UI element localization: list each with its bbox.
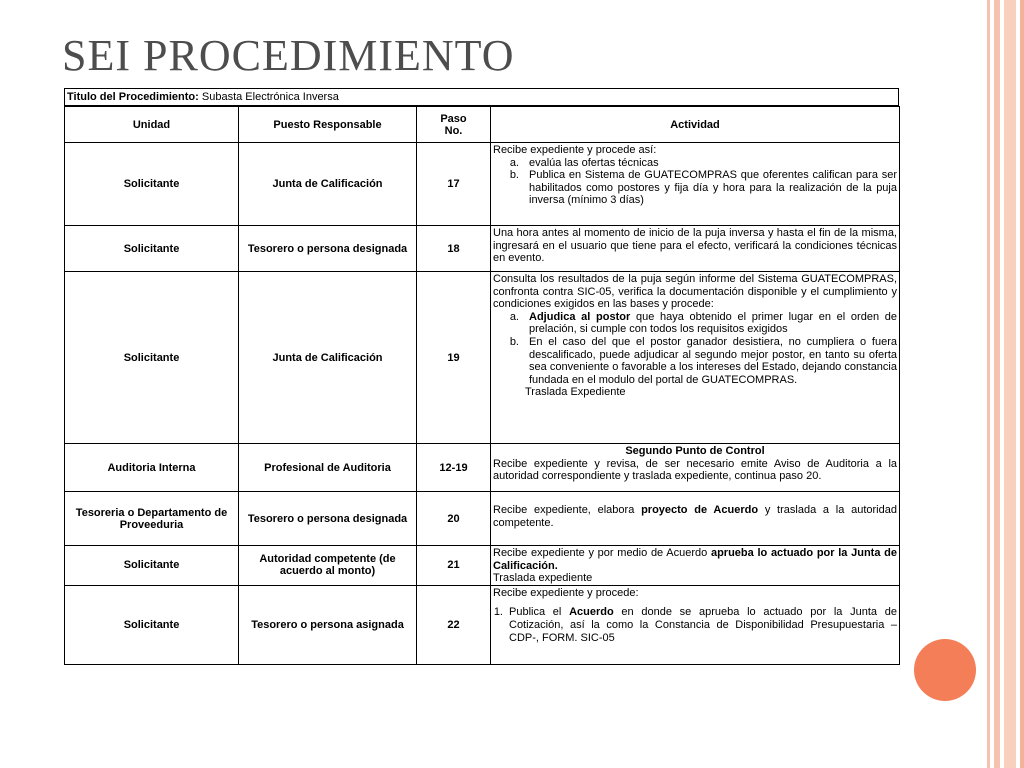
activity-text: y traslada a la autoridad competente. bbox=[493, 504, 897, 529]
table-row bbox=[65, 143, 900, 226]
header-actividad: Actividad bbox=[491, 107, 900, 143]
cell-paso: 18 bbox=[417, 226, 491, 272]
table-row bbox=[65, 585, 900, 664]
item-text: evalúa las ofertas técnicas bbox=[529, 156, 659, 169]
rail-line bbox=[987, 0, 990, 768]
slide-title: SEI PROCEDIMIENTO bbox=[62, 31, 515, 80]
cell-paso: 20 bbox=[417, 492, 491, 546]
cell-actividad bbox=[491, 143, 900, 226]
activity-text: Recibe expediente, elabora bbox=[493, 504, 635, 516]
rail-line bbox=[1020, 0, 1024, 768]
cell-puesto: Tesorero o persona designada bbox=[239, 226, 417, 272]
cell-actividad bbox=[491, 272, 900, 444]
activity-text: Recibe expediente y revisa, de ser necesario emite Aviso de Auditoria a la autoridad correspondiente y traslada expediente, continua paso 20. bbox=[493, 457, 897, 483]
cell-puesto: Junta de Calificación bbox=[239, 272, 417, 444]
cell-unidad: Auditoria Interna bbox=[65, 444, 239, 492]
activity-item bbox=[493, 606, 897, 644]
item-bold-text: Acuerdo bbox=[569, 606, 614, 619]
procedure-table bbox=[64, 106, 900, 665]
cell-actividad: Una hora antes al momento de inicio de la puja inversa y hasta el fin de la misma, ingresará en el usuario que tiene para el efecto, verificará la condiciones técnicas en evento. bbox=[491, 226, 900, 272]
header-puesto: Puesto Responsable bbox=[239, 107, 417, 143]
procedure-title-bar bbox=[64, 88, 899, 106]
cell-unidad: Solicitante bbox=[65, 585, 239, 664]
activity-bold-text: aprueba lo actuado por la Junta de Calificación. bbox=[493, 547, 898, 572]
cell-puesto: Tesorero o persona designada bbox=[239, 492, 417, 546]
cell-puesto: Profesional de Auditoria bbox=[239, 444, 417, 492]
activity-outro: Traslada expediente bbox=[493, 572, 593, 585]
table-row bbox=[65, 226, 900, 272]
cell-puesto: Autoridad competente (de acuerdo al monto) bbox=[239, 546, 417, 586]
table-header-row bbox=[65, 107, 900, 143]
item-text: En el caso del que el postor ganador desistiera, no cumpliera o fuera descalificado, puede adjudicar al segundo mejor postor, en tanto su oferta sea conveniente o favorable a los intereses del Estado, dejando constancia fundada en el modulo del portal de GUATECOMPRAS. bbox=[529, 335, 897, 386]
cell-actividad bbox=[491, 444, 900, 492]
item-marker: a. bbox=[509, 310, 519, 323]
procedure-document bbox=[64, 88, 899, 660]
activity-item bbox=[493, 169, 897, 207]
activity-item bbox=[493, 157, 897, 170]
activity-outro: Traslada Expediente bbox=[525, 386, 626, 399]
procedure-title-value: Subasta Electrónica Inversa bbox=[201, 91, 339, 103]
table-row bbox=[65, 272, 900, 444]
item-text bbox=[529, 311, 897, 336]
item-bold-text: Adjudica al postor bbox=[529, 310, 631, 323]
cell-unidad: Solicitante bbox=[65, 272, 239, 444]
cell-actividad bbox=[491, 585, 900, 664]
cell-actividad bbox=[491, 546, 900, 586]
activity-intro: Consulta los resultados de la puja según informe del Sistema GUATECOMPRAS, confronta contra SIC-05, verifica la documentación disponible y el cumplimiento y condiciones exigidos en las bases y procede: bbox=[493, 273, 897, 311]
cell-paso: 19 bbox=[417, 272, 491, 444]
item-rest-text: en donde se aprueba lo actuado por la Junta de Cotización, así la como la Constancia de Disponibilidad Presupuestaria – CDP-, FORM. SIC-05 bbox=[509, 606, 897, 644]
cell-actividad bbox=[491, 492, 900, 546]
rail-line bbox=[1004, 0, 1016, 768]
header-paso: Paso No. bbox=[417, 107, 491, 143]
cell-paso: 17 bbox=[417, 143, 491, 226]
item-marker: 1. bbox=[493, 606, 503, 619]
control-point-heading: Segundo Punto de Control bbox=[625, 445, 765, 457]
procedure-title-label: Titulo del Procedimiento: bbox=[67, 91, 199, 103]
cell-paso: 21 bbox=[417, 546, 491, 586]
cell-unidad: Solicitante bbox=[65, 226, 239, 272]
activity-item bbox=[493, 336, 897, 386]
activity-item bbox=[493, 311, 897, 336]
cell-unidad: Solicitante bbox=[65, 143, 239, 226]
cell-puesto: Tesorero o persona asignada bbox=[239, 585, 417, 664]
header-unidad: Unidad bbox=[65, 107, 239, 143]
table-row bbox=[65, 546, 900, 586]
cell-puesto: Junta de Calificación bbox=[239, 143, 417, 226]
item-marker: b. bbox=[509, 335, 519, 348]
cell-paso: 12-19 bbox=[417, 444, 491, 492]
activity-text bbox=[493, 547, 897, 572]
table-row bbox=[65, 492, 900, 546]
table-row bbox=[65, 444, 900, 492]
rail-line bbox=[994, 0, 1000, 768]
cell-paso: 22 bbox=[417, 585, 491, 664]
activity-bold-text: proyecto de Acuerdo bbox=[641, 504, 759, 516]
activity-text-plain: Recibe expediente y por medio de Acuerdo bbox=[493, 547, 708, 559]
activity-intro: Recibe expediente y procede: bbox=[493, 586, 639, 599]
item-text-plain: Publica el bbox=[509, 606, 562, 619]
item-rest-text: que haya obtenido el primer lugar en el orden de prelación, si cumple con todos los requisitos exigidos bbox=[529, 310, 897, 336]
cell-unidad: Solicitante bbox=[65, 546, 239, 586]
activity-intro: Recibe expediente y procede así: bbox=[493, 144, 657, 156]
decorative-rails bbox=[974, 0, 1024, 768]
item-marker: b. bbox=[509, 169, 519, 182]
cell-unidad: Tesoreria o Departamento de Proveeduria bbox=[65, 492, 239, 546]
item-text: Publica en Sistema de GUATECOMPRAS que oferentes califican para ser habilitados como postores y fija día y hora para la realización de la puja inversa (mínimo 3 días) bbox=[529, 169, 897, 207]
decorative-circle bbox=[914, 639, 976, 701]
item-text bbox=[509, 606, 897, 644]
item-marker: a. bbox=[509, 156, 519, 169]
